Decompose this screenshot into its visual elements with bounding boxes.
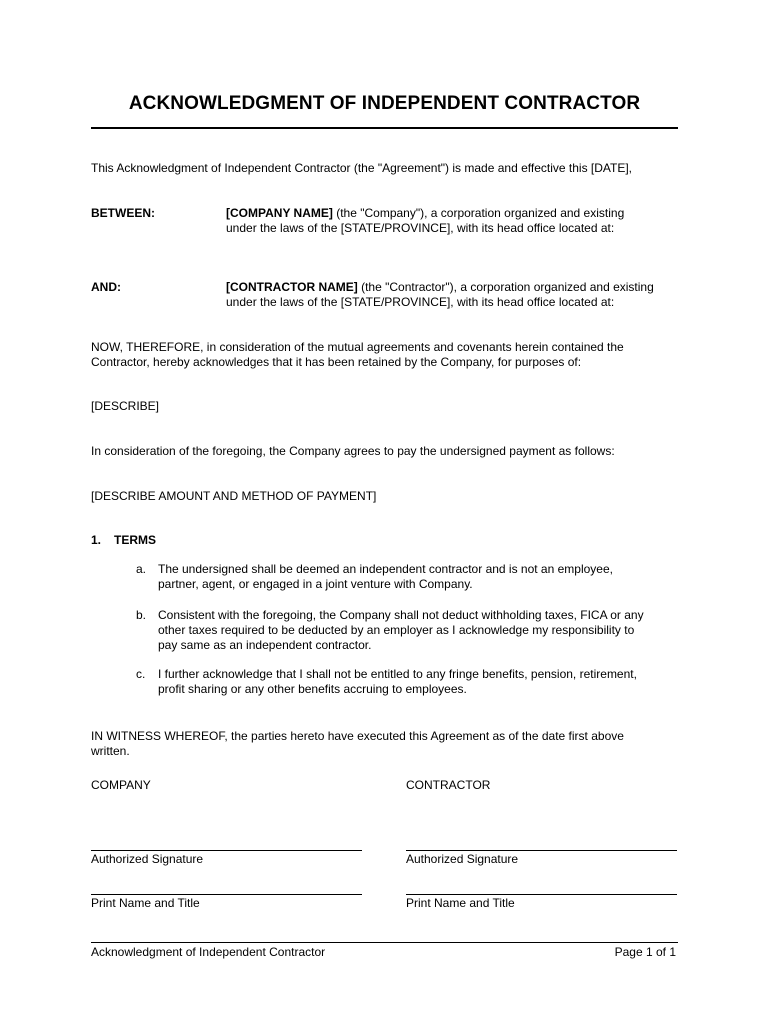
contractor-signature-label: Authorized Signature xyxy=(406,852,519,866)
term-item-a xyxy=(158,562,673,592)
document-title: ACKNOWLEDGMENT OF INDEPENDENT CONTRACTOR xyxy=(128,93,641,114)
consideration-paragraph: In consideration of the foregoing, the Company agrees to pay the undersigned payment as follows: xyxy=(91,444,615,458)
footer-rule xyxy=(91,942,678,943)
company-signature-line[interactable] xyxy=(91,850,362,851)
and-party xyxy=(226,280,686,310)
between-label: BETWEEN: xyxy=(91,206,155,220)
now-therefore-line-2: Contractor, hereby acknowledges that it has been retained by the Company, for purposes of: xyxy=(91,355,582,369)
section-title: TERMS xyxy=(114,533,156,547)
section-number: 1. xyxy=(91,533,102,547)
contractor-name-title-label: Print Name and Title xyxy=(406,896,515,910)
and-line-1 xyxy=(226,280,686,295)
contractor-name-line[interactable] xyxy=(406,894,677,895)
contractor-signature-line[interactable] xyxy=(406,850,677,851)
witness-line-2: written. xyxy=(91,744,130,758)
term-item-line: Consistent with the foregoing, the Company shall not deduct withholding taxes, FICA or any xyxy=(158,608,644,622)
between-line-1 xyxy=(226,206,686,221)
term-item-line: other taxes required to be deducted by an employer as I acknowledge my responsibility to xyxy=(158,623,635,637)
between-party xyxy=(226,206,686,236)
term-item-line: The undersigned shall be deemed an independent contractor and is not an employee, xyxy=(158,562,613,576)
intro-paragraph: This Acknowledgment of Independent Contractor (the "Agreement") is made and effective this [DATE], xyxy=(91,161,633,175)
and-label: AND: xyxy=(91,280,121,294)
term-item-line: pay same as an independent contractor. xyxy=(158,638,372,652)
contractor-name-placeholder: [CONTRACTOR NAME] xyxy=(226,280,358,294)
term-item-b xyxy=(158,608,673,653)
term-item-c xyxy=(158,667,673,697)
now-therefore-paragraph xyxy=(91,340,681,370)
term-item-line: partner, agent, or engaged in a joint venture with Company. xyxy=(158,577,473,591)
footer-page-number: Page 1 of 1 xyxy=(614,945,676,959)
describe-placeholder: [DESCRIBE] xyxy=(91,399,160,413)
witness-paragraph xyxy=(91,729,681,759)
now-therefore-line-1: NOW, THEREFORE, in consideration of the mutual agreements and covenants herein contained the xyxy=(91,340,624,354)
term-item-line: I further acknowledge that I shall not be entitled to any fringe benefits, pension, retirement, xyxy=(158,667,637,681)
term-item-letter: a. xyxy=(136,562,147,576)
payment-placeholder: [DESCRIBE AMOUNT AND METHOD OF PAYMENT] xyxy=(91,489,377,503)
company-signature-label: Authorized Signature xyxy=(91,852,204,866)
contractor-heading: CONTRACTOR xyxy=(406,778,491,792)
company-name-placeholder: [COMPANY NAME] xyxy=(226,206,333,220)
company-heading: COMPANY xyxy=(91,778,151,792)
between-line-1-rest: (the "Company"), a corporation organized and existing xyxy=(332,206,625,220)
term-item-letter: c. xyxy=(136,667,146,681)
company-name-title-label: Print Name and Title xyxy=(91,896,200,910)
term-item-line: profit sharing or any other benefits accruing to employees. xyxy=(158,682,467,696)
between-line-2: under the laws of the [STATE/PROVINCE], with its head office located at: xyxy=(226,221,615,235)
company-name-line[interactable] xyxy=(91,894,362,895)
and-line-2: under the laws of the [STATE/PROVINCE], with its head office located at: xyxy=(226,295,615,309)
title-rule xyxy=(91,127,678,129)
term-item-letter: b. xyxy=(136,608,147,622)
witness-line-1: IN WITNESS WHEREOF, the parties hereto have executed this Agreement as of the date first above xyxy=(91,729,624,743)
and-line-1-rest: (the "Contractor"), a corporation organized and existing xyxy=(357,280,654,294)
footer-document-name: Acknowledgment of Independent Contractor xyxy=(91,945,326,959)
